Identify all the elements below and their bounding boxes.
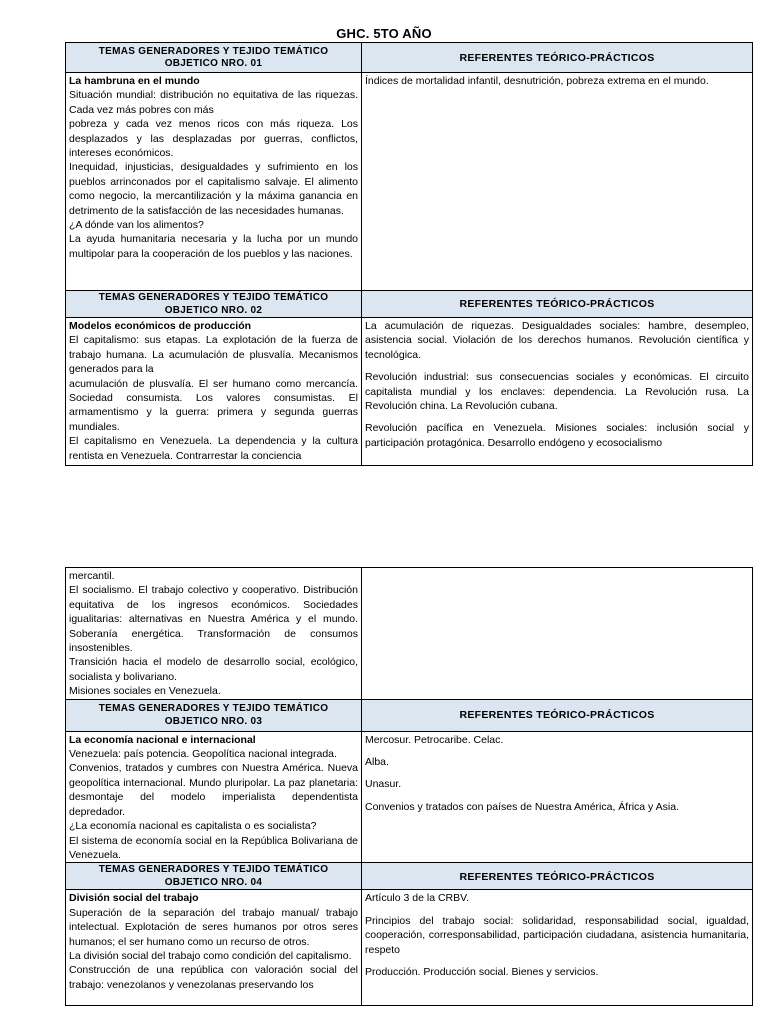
header-left-cell — [66, 43, 362, 73]
objective-label: OBJETICO NRO. 04 — [164, 876, 263, 888]
reference-paragraph: Alba. — [365, 756, 389, 769]
objective-2-topics-continued — [66, 568, 362, 700]
topic-paragraph: ¿A dónde van los alimentos? — [69, 219, 204, 232]
reference-paragraph: Principios del trabajo social: solidaridad, responsabilidad social, igualdad, cooperación, corresponsabilidad, participación ciudadana, asistencia humanitaria, respeto — [365, 914, 749, 956]
topic-paragraph: Superación de la separación del trabajo manual/ trabajo intelectual. Explotación de seres humanos por otros seres humanos; el ser humano como un recurso de otros. — [69, 906, 358, 948]
header-left-title: TEMAS GENERADORES Y TEJIDO TEMÁTICO — [98, 703, 329, 715]
objective-2-references-continued — [362, 568, 753, 700]
objective-label: OBJETICO NRO. 01 — [164, 58, 263, 69]
topic-paragraph: Situación mundial: distribución no equitativa de las riquezas. Cada vez más pobres con más — [69, 89, 358, 116]
topic-title: Modelos económicos de producción — [69, 320, 252, 332]
reference-paragraph: Producción. Producción social. Bienes y servicios. — [365, 965, 599, 978]
objective-1-references — [362, 73, 753, 291]
topic-paragraph: pobreza y cada vez menos ricos con más riqueza. Los desplazados y las desplazadas por guerras, conflictos, intereses económicos. — [69, 118, 358, 160]
content-table-bottom — [65, 567, 753, 1006]
content-table-top — [65, 42, 753, 466]
header-left-title: TEMAS GENERADORES Y TEJIDO TEMÁTICO — [98, 864, 329, 876]
header-right-cell: REFERENTES TEÓRICO-PRÁCTICOS — [362, 863, 753, 890]
topic-paragraph: acumulación de plusvalía. El ser humano como mercancía. Sociedad consumista. Los valores consumistas. El armamentismo y la guerra: primera y segunda guerras mundiales. — [69, 377, 358, 433]
objective-2-topics — [66, 318, 362, 466]
header-right-cell: REFERENTES TEÓRICO-PRÁCTICOS — [362, 291, 753, 318]
objective-1-topics — [66, 73, 362, 291]
topic-paragraph: El capitalismo: sus etapas. La explotación de la fuerza de trabajo humana. La acumulación de plusvalía. Mecanismos generados para la — [69, 334, 358, 376]
document-title: GHC. 5TO AÑO — [336, 26, 432, 41]
topic-paragraph: El capitalismo en Venezuela. La dependencia y la cultura rentista en Venezuela. Contrarrestar la conciencia — [69, 435, 358, 462]
header-left-cell — [66, 699, 362, 731]
topic-paragraph: El socialismo. El trabajo colectivo y cooperativo. Distribución equitativa de los ingresos económicos. Sociedades igualitarias: alternativas en Nuestra América y el mundo. Soberanía energética. Transformación de consumos insostenibles. — [69, 584, 358, 655]
objective-label: OBJETICO NRO. 03 — [164, 715, 263, 727]
header-left-cell — [66, 863, 362, 890]
topic-paragraph: mercantil. — [69, 570, 115, 582]
reference-paragraph: Revolución pacífica en Venezuela. Misiones sociales: inclusión social y participación protagónica. Desarrollo endógeno y ecosocialismo — [365, 422, 749, 449]
header-left-title: TEMAS GENERADORES Y TEJIDO TEMÁTICO — [98, 292, 329, 303]
topic-paragraph: Construcción de una república con valoración social del trabajo: venezolanos y venezolanas preservando los — [69, 964, 358, 991]
topic-paragraph: Misiones sociales en Venezuela. — [69, 685, 221, 698]
topic-paragraph: ¿La economía nacional es capitalista o es socialista? — [69, 820, 317, 833]
objective-4-references — [362, 890, 753, 1006]
reference-paragraph: La acumulación de riquezas. Desigualdades sociales: hambre, desempleo, asistencia social. Violación de los derechos humanos. Revolución científica y tecnológica. — [365, 320, 749, 361]
objective-3-topics — [66, 731, 362, 863]
objective-2-references — [362, 318, 753, 466]
reference-paragraph: Convenios y tratados con países de Nuestra América, África y Asia. — [365, 800, 679, 813]
topic-paragraph: La ayuda humanitaria necesaria y la lucha por un mundo multipolar para la cooperación de los pueblos y las naciones. — [69, 233, 358, 260]
header-left-cell — [66, 291, 362, 318]
topic-paragraph: Inequidad, injusticias, desigualdades y sufrimiento en los pueblos arrinconados por el capitalismo salvaje. El alimento como negocio, la mercantilización y la máxima ganancia en detrimento de la satisfacción de las necesidades humanas. — [69, 161, 358, 217]
topic-title: División social del trabajo — [69, 892, 199, 905]
topic-paragraph: El sistema de economía social en la República Bolivariana de Venezuela. — [69, 834, 358, 861]
topic-paragraph: La división social del trabajo como condición del capitalismo. — [69, 949, 352, 962]
reference-paragraph: Mercosur. Petrocaribe. Celac. — [365, 733, 504, 746]
header-left-title: TEMAS GENERADORES Y TEJIDO TEMÁTICO — [98, 45, 329, 57]
topic-title: La economía nacional e internacional — [69, 733, 256, 746]
objective-3-references — [362, 731, 753, 863]
topic-title: La hambruna en el mundo — [69, 75, 200, 87]
header-right-cell: REFERENTES TEÓRICO-PRÁCTICOS — [362, 43, 753, 73]
header-right-cell: REFERENTES TEÓRICO-PRÁCTICOS — [362, 699, 753, 731]
objective-label: OBJETICO NRO. 02 — [164, 304, 263, 316]
reference-paragraph: Revolución industrial: sus consecuencias sociales y económicas. El circuito capitalista mundial y los enclaves: dependencia. La Revolución rusa. La Revolución china. La Revolución cubana. — [365, 371, 749, 413]
objective-4-topics — [66, 890, 362, 1006]
reference-paragraph: Índices de mortalidad infantil, desnutrición, pobreza extrema en el mundo. — [365, 75, 709, 87]
topic-paragraph: Transición hacia el modelo de desarrollo social, ecológico, socialista y bolivariano. — [69, 656, 358, 683]
reference-paragraph: Unasur. — [365, 778, 402, 791]
reference-paragraph: Artículo 3 de la CRBV. — [365, 892, 470, 905]
topic-paragraph: Convenios, tratados y cumbres con Nuestra América. Nueva geopolítica internacional. Mundo pluripolar. La paz planetaria: desmontaje del modelo imperialista dependentista depredador. — [69, 762, 358, 818]
topic-paragraph: Venezuela: país potencia. Geopolítica nacional integrada. — [69, 748, 337, 761]
